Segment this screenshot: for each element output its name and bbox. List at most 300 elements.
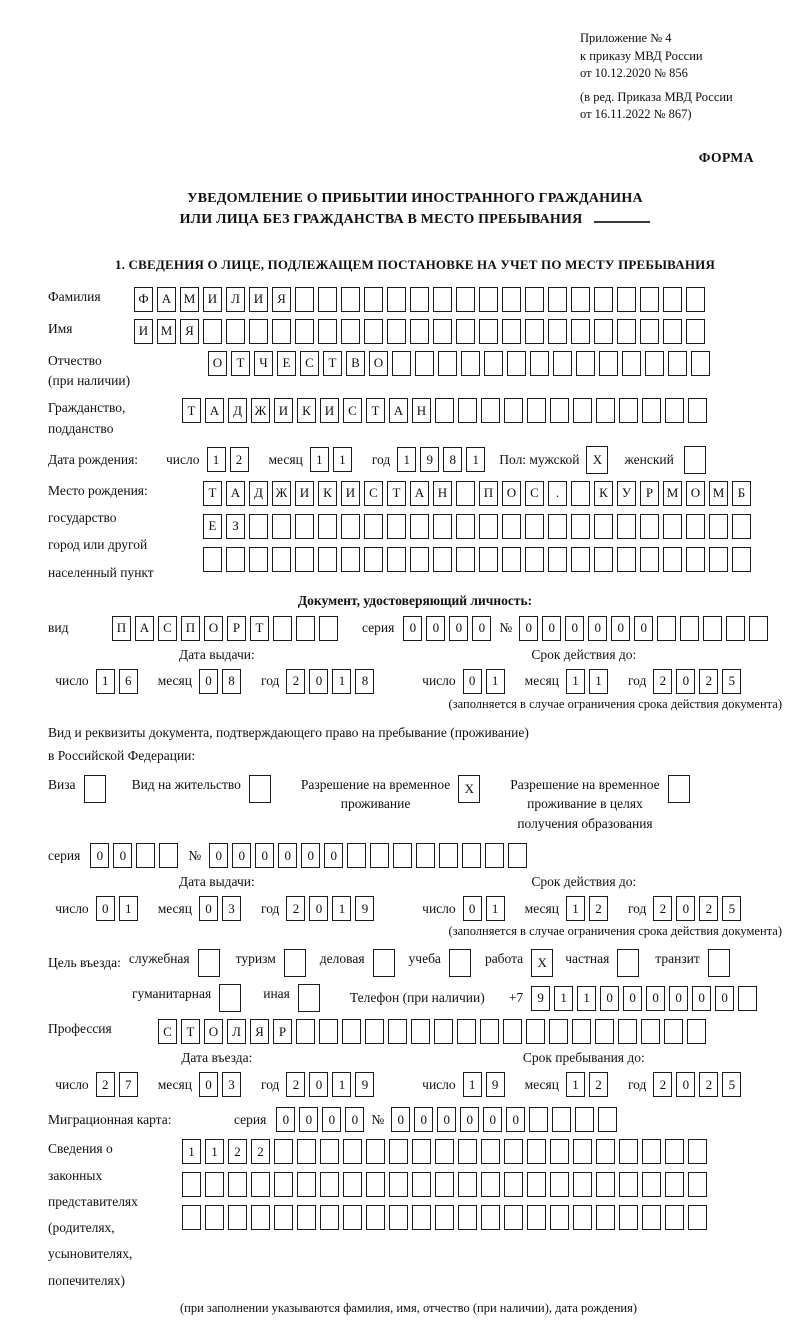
char-cell[interactable] xyxy=(508,843,527,868)
char-cell[interactable]: Р xyxy=(640,481,659,506)
char-cell[interactable]: 7 xyxy=(119,1072,138,1097)
char-cell[interactable] xyxy=(389,1172,408,1197)
char-cell[interactable] xyxy=(387,547,406,572)
char-cell[interactable] xyxy=(619,1139,638,1164)
char-cell[interactable] xyxy=(526,1019,545,1044)
char-cell[interactable] xyxy=(458,398,477,423)
char-cell[interactable] xyxy=(573,1139,592,1164)
char-cell[interactable] xyxy=(684,446,706,474)
char-cell[interactable] xyxy=(622,351,641,376)
char-cell[interactable] xyxy=(416,843,435,868)
char-cell[interactable] xyxy=(691,351,710,376)
char-cell[interactable] xyxy=(594,547,613,572)
char-cell[interactable] xyxy=(364,287,383,312)
char-cell[interactable]: Ч xyxy=(254,351,273,376)
char-cell[interactable] xyxy=(366,1139,385,1164)
char-cell[interactable] xyxy=(435,1139,454,1164)
char-cell[interactable] xyxy=(433,547,452,572)
char-cell[interactable]: С xyxy=(158,616,177,641)
char-cell[interactable]: 0 xyxy=(506,1107,525,1132)
char-cell[interactable] xyxy=(458,1205,477,1230)
char-cell[interactable]: 2 xyxy=(251,1139,270,1164)
char-cell[interactable] xyxy=(481,1139,500,1164)
char-cell[interactable]: 0 xyxy=(483,1107,502,1132)
char-cell[interactable]: А xyxy=(205,398,224,423)
char-cell[interactable]: 1 xyxy=(397,447,416,472)
char-cell[interactable] xyxy=(596,1205,615,1230)
char-cell[interactable] xyxy=(435,1172,454,1197)
char-cell[interactable] xyxy=(573,1172,592,1197)
char-cell[interactable]: Я xyxy=(180,319,199,344)
char-cell[interactable] xyxy=(642,1139,661,1164)
char-cell[interactable] xyxy=(228,1172,247,1197)
char-cell[interactable]: 2 xyxy=(699,1072,718,1097)
char-cell[interactable]: 1 xyxy=(182,1139,201,1164)
char-cell[interactable] xyxy=(364,319,383,344)
char-cell[interactable] xyxy=(686,547,705,572)
char-cell[interactable]: Л xyxy=(227,1019,246,1044)
char-cell[interactable]: 3 xyxy=(222,896,241,921)
char-cell[interactable] xyxy=(479,319,498,344)
char-cell[interactable] xyxy=(709,547,728,572)
char-cell[interactable]: 0 xyxy=(669,986,688,1011)
char-cell[interactable] xyxy=(504,1205,523,1230)
char-cell[interactable]: 0 xyxy=(345,1107,364,1132)
char-cell[interactable]: И xyxy=(341,481,360,506)
char-cell[interactable]: 0 xyxy=(437,1107,456,1132)
char-cell[interactable]: Ж xyxy=(251,398,270,423)
char-cell[interactable]: Т xyxy=(231,351,250,376)
char-cell[interactable]: 0 xyxy=(449,616,468,641)
char-cell[interactable] xyxy=(594,287,613,312)
char-cell[interactable]: 0 xyxy=(676,669,695,694)
char-cell[interactable] xyxy=(484,351,503,376)
char-cell[interactable] xyxy=(549,1019,568,1044)
char-cell[interactable] xyxy=(572,1019,591,1044)
char-cell[interactable] xyxy=(503,1019,522,1044)
char-cell[interactable]: 2 xyxy=(286,896,305,921)
char-cell[interactable] xyxy=(504,1172,523,1197)
char-cell[interactable] xyxy=(573,1205,592,1230)
char-cell[interactable] xyxy=(573,398,592,423)
char-cell[interactable] xyxy=(502,547,521,572)
char-cell[interactable]: 0 xyxy=(301,843,320,868)
char-cell[interactable] xyxy=(433,319,452,344)
char-cell[interactable] xyxy=(479,547,498,572)
char-cell[interactable]: 0 xyxy=(278,843,297,868)
char-cell[interactable]: 0 xyxy=(113,843,132,868)
char-cell[interactable]: 0 xyxy=(403,616,422,641)
char-cell[interactable]: 2 xyxy=(589,896,608,921)
char-cell[interactable] xyxy=(410,547,429,572)
char-cell[interactable] xyxy=(84,775,106,803)
char-cell[interactable] xyxy=(527,1172,546,1197)
char-cell[interactable]: О xyxy=(369,351,388,376)
char-cell[interactable] xyxy=(525,547,544,572)
char-cell[interactable] xyxy=(664,1019,683,1044)
char-cell[interactable] xyxy=(504,398,523,423)
char-cell[interactable] xyxy=(525,319,544,344)
char-cell[interactable]: 0 xyxy=(199,896,218,921)
char-cell[interactable] xyxy=(665,1205,684,1230)
char-cell[interactable] xyxy=(527,398,546,423)
char-cell[interactable] xyxy=(366,1205,385,1230)
char-cell[interactable] xyxy=(458,1172,477,1197)
char-cell[interactable] xyxy=(749,616,768,641)
char-cell[interactable]: 1 xyxy=(566,1072,585,1097)
char-cell[interactable] xyxy=(596,1172,615,1197)
char-cell[interactable] xyxy=(274,1205,293,1230)
char-cell[interactable] xyxy=(226,319,245,344)
char-cell[interactable] xyxy=(618,1019,637,1044)
char-cell[interactable] xyxy=(663,514,682,539)
char-cell[interactable]: М xyxy=(709,481,728,506)
char-cell[interactable]: Р xyxy=(273,1019,292,1044)
char-cell[interactable] xyxy=(619,1172,638,1197)
char-cell[interactable] xyxy=(502,319,521,344)
char-cell[interactable]: 0 xyxy=(463,669,482,694)
char-cell[interactable]: 0 xyxy=(692,986,711,1011)
char-cell[interactable]: С xyxy=(300,351,319,376)
char-cell[interactable]: Т xyxy=(182,398,201,423)
char-cell[interactable]: 8 xyxy=(355,669,374,694)
char-cell[interactable]: X xyxy=(458,775,480,803)
char-cell[interactable] xyxy=(320,1205,339,1230)
char-cell[interactable]: П xyxy=(112,616,131,641)
char-cell[interactable] xyxy=(341,287,360,312)
char-cell[interactable] xyxy=(433,287,452,312)
char-cell[interactable] xyxy=(504,1139,523,1164)
char-cell[interactable] xyxy=(617,514,636,539)
char-cell[interactable] xyxy=(481,398,500,423)
char-cell[interactable]: 0 xyxy=(611,616,630,641)
char-cell[interactable]: 0 xyxy=(199,1072,218,1097)
char-cell[interactable]: 2 xyxy=(653,896,672,921)
char-cell[interactable]: Т xyxy=(250,616,269,641)
char-cell[interactable] xyxy=(687,1019,706,1044)
char-cell[interactable]: Б xyxy=(732,481,751,506)
char-cell[interactable]: 9 xyxy=(420,447,439,472)
char-cell[interactable] xyxy=(599,351,618,376)
char-cell[interactable] xyxy=(449,949,471,977)
char-cell[interactable]: 0 xyxy=(715,986,734,1011)
char-cell[interactable]: 2 xyxy=(230,447,249,472)
char-cell[interactable] xyxy=(249,547,268,572)
char-cell[interactable]: 0 xyxy=(600,986,619,1011)
char-cell[interactable] xyxy=(525,514,544,539)
char-cell[interactable] xyxy=(657,616,676,641)
char-cell[interactable]: 6 xyxy=(119,669,138,694)
char-cell[interactable]: 0 xyxy=(276,1107,295,1132)
char-cell[interactable] xyxy=(665,398,684,423)
char-cell[interactable]: Т xyxy=(387,481,406,506)
char-cell[interactable] xyxy=(686,287,705,312)
char-cell[interactable] xyxy=(249,514,268,539)
char-cell[interactable] xyxy=(640,514,659,539)
char-cell[interactable] xyxy=(688,1139,707,1164)
char-cell[interactable]: 1 xyxy=(333,447,352,472)
char-cell[interactable] xyxy=(548,547,567,572)
char-cell[interactable]: 0 xyxy=(414,1107,433,1132)
char-cell[interactable] xyxy=(434,1019,453,1044)
char-cell[interactable]: 0 xyxy=(646,986,665,1011)
char-cell[interactable]: И xyxy=(134,319,153,344)
char-cell[interactable]: 9 xyxy=(531,986,550,1011)
char-cell[interactable] xyxy=(318,547,337,572)
char-cell[interactable]: X xyxy=(586,446,608,474)
char-cell[interactable] xyxy=(182,1172,201,1197)
char-cell[interactable] xyxy=(619,398,638,423)
char-cell[interactable] xyxy=(343,1172,362,1197)
char-cell[interactable]: X xyxy=(531,949,553,977)
char-cell[interactable] xyxy=(640,287,659,312)
char-cell[interactable]: 2 xyxy=(589,1072,608,1097)
char-cell[interactable]: З xyxy=(226,514,245,539)
char-cell[interactable] xyxy=(640,547,659,572)
char-cell[interactable]: 1 xyxy=(310,447,329,472)
char-cell[interactable] xyxy=(412,1172,431,1197)
char-cell[interactable]: 1 xyxy=(463,1072,482,1097)
char-cell[interactable] xyxy=(319,616,338,641)
char-cell[interactable]: 0 xyxy=(463,896,482,921)
char-cell[interactable] xyxy=(415,351,434,376)
char-cell[interactable]: 0 xyxy=(232,843,251,868)
char-cell[interactable]: Ж xyxy=(272,481,291,506)
char-cell[interactable]: 1 xyxy=(486,896,505,921)
char-cell[interactable]: 8 xyxy=(222,669,241,694)
char-cell[interactable] xyxy=(456,514,475,539)
char-cell[interactable]: 2 xyxy=(699,896,718,921)
char-cell[interactable] xyxy=(663,547,682,572)
char-cell[interactable] xyxy=(548,514,567,539)
char-cell[interactable] xyxy=(320,1172,339,1197)
char-cell[interactable] xyxy=(410,319,429,344)
char-cell[interactable] xyxy=(481,1172,500,1197)
char-cell[interactable] xyxy=(571,481,590,506)
char-cell[interactable]: Я xyxy=(272,287,291,312)
char-cell[interactable] xyxy=(617,949,639,977)
char-cell[interactable] xyxy=(548,319,567,344)
char-cell[interactable] xyxy=(272,514,291,539)
char-cell[interactable]: А xyxy=(226,481,245,506)
char-cell[interactable] xyxy=(439,843,458,868)
char-cell[interactable]: 1 xyxy=(332,896,351,921)
char-cell[interactable]: 1 xyxy=(577,986,596,1011)
char-cell[interactable] xyxy=(389,1139,408,1164)
char-cell[interactable]: 1 xyxy=(589,669,608,694)
char-cell[interactable] xyxy=(456,319,475,344)
char-cell[interactable] xyxy=(617,319,636,344)
char-cell[interactable]: Д xyxy=(228,398,247,423)
char-cell[interactable] xyxy=(642,1205,661,1230)
char-cell[interactable] xyxy=(370,843,389,868)
char-cell[interactable]: 1 xyxy=(332,1072,351,1097)
char-cell[interactable]: . xyxy=(548,481,567,506)
char-cell[interactable]: 1 xyxy=(566,669,585,694)
char-cell[interactable] xyxy=(525,287,544,312)
char-cell[interactable] xyxy=(663,319,682,344)
char-cell[interactable] xyxy=(297,1205,316,1230)
char-cell[interactable] xyxy=(387,514,406,539)
char-cell[interactable]: 0 xyxy=(426,616,445,641)
char-cell[interactable] xyxy=(665,1172,684,1197)
char-cell[interactable] xyxy=(617,547,636,572)
char-cell[interactable] xyxy=(347,843,366,868)
char-cell[interactable]: 0 xyxy=(309,1072,328,1097)
char-cell[interactable] xyxy=(319,1019,338,1044)
char-cell[interactable] xyxy=(552,1107,571,1132)
char-cell[interactable]: И xyxy=(295,481,314,506)
char-cell[interactable] xyxy=(295,547,314,572)
char-cell[interactable] xyxy=(502,514,521,539)
char-cell[interactable]: И xyxy=(274,398,293,423)
char-cell[interactable] xyxy=(571,547,590,572)
char-cell[interactable]: М xyxy=(157,319,176,344)
char-cell[interactable] xyxy=(295,514,314,539)
char-cell[interactable]: 2 xyxy=(286,669,305,694)
char-cell[interactable] xyxy=(411,1019,430,1044)
char-cell[interactable]: А xyxy=(410,481,429,506)
char-cell[interactable]: 9 xyxy=(355,1072,374,1097)
char-cell[interactable]: Д xyxy=(249,481,268,506)
char-cell[interactable] xyxy=(412,1205,431,1230)
char-cell[interactable] xyxy=(203,319,222,344)
char-cell[interactable] xyxy=(598,1107,617,1132)
char-cell[interactable] xyxy=(708,949,730,977)
char-cell[interactable] xyxy=(392,351,411,376)
char-cell[interactable] xyxy=(435,398,454,423)
char-cell[interactable] xyxy=(732,514,751,539)
char-cell[interactable] xyxy=(438,351,457,376)
char-cell[interactable]: 1 xyxy=(466,447,485,472)
char-cell[interactable] xyxy=(182,1205,201,1230)
char-cell[interactable] xyxy=(296,1019,315,1044)
char-cell[interactable] xyxy=(645,351,664,376)
char-cell[interactable] xyxy=(249,775,271,803)
char-cell[interactable]: 2 xyxy=(653,1072,672,1097)
char-cell[interactable] xyxy=(527,1205,546,1230)
char-cell[interactable] xyxy=(274,1139,293,1164)
char-cell[interactable]: М xyxy=(180,287,199,312)
char-cell[interactable] xyxy=(732,547,751,572)
char-cell[interactable] xyxy=(364,514,383,539)
char-cell[interactable]: Е xyxy=(277,351,296,376)
char-cell[interactable]: К xyxy=(594,481,613,506)
char-cell[interactable]: 0 xyxy=(309,896,328,921)
char-cell[interactable] xyxy=(343,1205,362,1230)
char-cell[interactable] xyxy=(688,1172,707,1197)
char-cell[interactable] xyxy=(387,319,406,344)
char-cell[interactable] xyxy=(575,1107,594,1132)
char-cell[interactable] xyxy=(668,775,690,803)
char-cell[interactable] xyxy=(668,351,687,376)
char-cell[interactable] xyxy=(529,1107,548,1132)
char-cell[interactable]: 0 xyxy=(299,1107,318,1132)
char-cell[interactable]: Ф xyxy=(134,287,153,312)
char-cell[interactable] xyxy=(366,1172,385,1197)
char-cell[interactable]: Т xyxy=(203,481,222,506)
char-cell[interactable] xyxy=(553,351,572,376)
char-cell[interactable] xyxy=(527,1139,546,1164)
char-cell[interactable]: 0 xyxy=(565,616,584,641)
char-cell[interactable] xyxy=(198,949,220,977)
char-cell[interactable] xyxy=(640,319,659,344)
char-cell[interactable]: Н xyxy=(412,398,431,423)
char-cell[interactable] xyxy=(594,319,613,344)
char-cell[interactable] xyxy=(412,1139,431,1164)
char-cell[interactable]: В xyxy=(346,351,365,376)
char-cell[interactable]: 2 xyxy=(653,669,672,694)
char-cell[interactable] xyxy=(343,1139,362,1164)
char-cell[interactable] xyxy=(295,287,314,312)
char-cell[interactable]: 2 xyxy=(286,1072,305,1097)
char-cell[interactable] xyxy=(461,351,480,376)
char-cell[interactable] xyxy=(642,1172,661,1197)
char-cell[interactable]: С xyxy=(364,481,383,506)
char-cell[interactable] xyxy=(738,986,757,1011)
char-cell[interactable]: У xyxy=(617,481,636,506)
char-cell[interactable] xyxy=(228,1205,247,1230)
char-cell[interactable]: 1 xyxy=(207,447,226,472)
char-cell[interactable]: 0 xyxy=(472,616,491,641)
char-cell[interactable]: 0 xyxy=(460,1107,479,1132)
char-cell[interactable] xyxy=(480,1019,499,1044)
char-cell[interactable]: К xyxy=(297,398,316,423)
char-cell[interactable]: С xyxy=(158,1019,177,1044)
char-cell[interactable]: Е xyxy=(203,514,222,539)
char-cell[interactable] xyxy=(320,1139,339,1164)
char-cell[interactable]: 9 xyxy=(486,1072,505,1097)
char-cell[interactable]: 0 xyxy=(90,843,109,868)
char-cell[interactable] xyxy=(571,514,590,539)
char-cell[interactable]: Р xyxy=(227,616,246,641)
char-cell[interactable]: 1 xyxy=(205,1139,224,1164)
char-cell[interactable] xyxy=(433,514,452,539)
char-cell[interactable]: 1 xyxy=(566,896,585,921)
char-cell[interactable]: 1 xyxy=(486,669,505,694)
char-cell[interactable] xyxy=(458,1139,477,1164)
char-cell[interactable]: А xyxy=(157,287,176,312)
char-cell[interactable] xyxy=(219,984,241,1012)
char-cell[interactable]: 5 xyxy=(722,896,741,921)
char-cell[interactable]: Н xyxy=(433,481,452,506)
char-cell[interactable] xyxy=(479,514,498,539)
char-cell[interactable]: Т xyxy=(323,351,342,376)
char-cell[interactable]: П xyxy=(181,616,200,641)
char-cell[interactable]: Т xyxy=(366,398,385,423)
char-cell[interactable]: 8 xyxy=(443,447,462,472)
char-cell[interactable]: 0 xyxy=(209,843,228,868)
char-cell[interactable] xyxy=(318,514,337,539)
char-cell[interactable] xyxy=(456,287,475,312)
char-cell[interactable]: 2 xyxy=(699,669,718,694)
char-cell[interactable] xyxy=(594,514,613,539)
char-cell[interactable] xyxy=(388,1019,407,1044)
char-cell[interactable] xyxy=(665,1139,684,1164)
char-cell[interactable] xyxy=(576,351,595,376)
char-cell[interactable]: 0 xyxy=(324,843,343,868)
char-cell[interactable] xyxy=(272,547,291,572)
char-cell[interactable] xyxy=(726,616,745,641)
char-cell[interactable] xyxy=(251,1205,270,1230)
char-cell[interactable] xyxy=(571,287,590,312)
char-cell[interactable] xyxy=(284,949,306,977)
char-cell[interactable]: 5 xyxy=(722,669,741,694)
char-cell[interactable] xyxy=(680,616,699,641)
char-cell[interactable]: 1 xyxy=(96,669,115,694)
char-cell[interactable] xyxy=(159,843,178,868)
char-cell[interactable]: 0 xyxy=(676,1072,695,1097)
